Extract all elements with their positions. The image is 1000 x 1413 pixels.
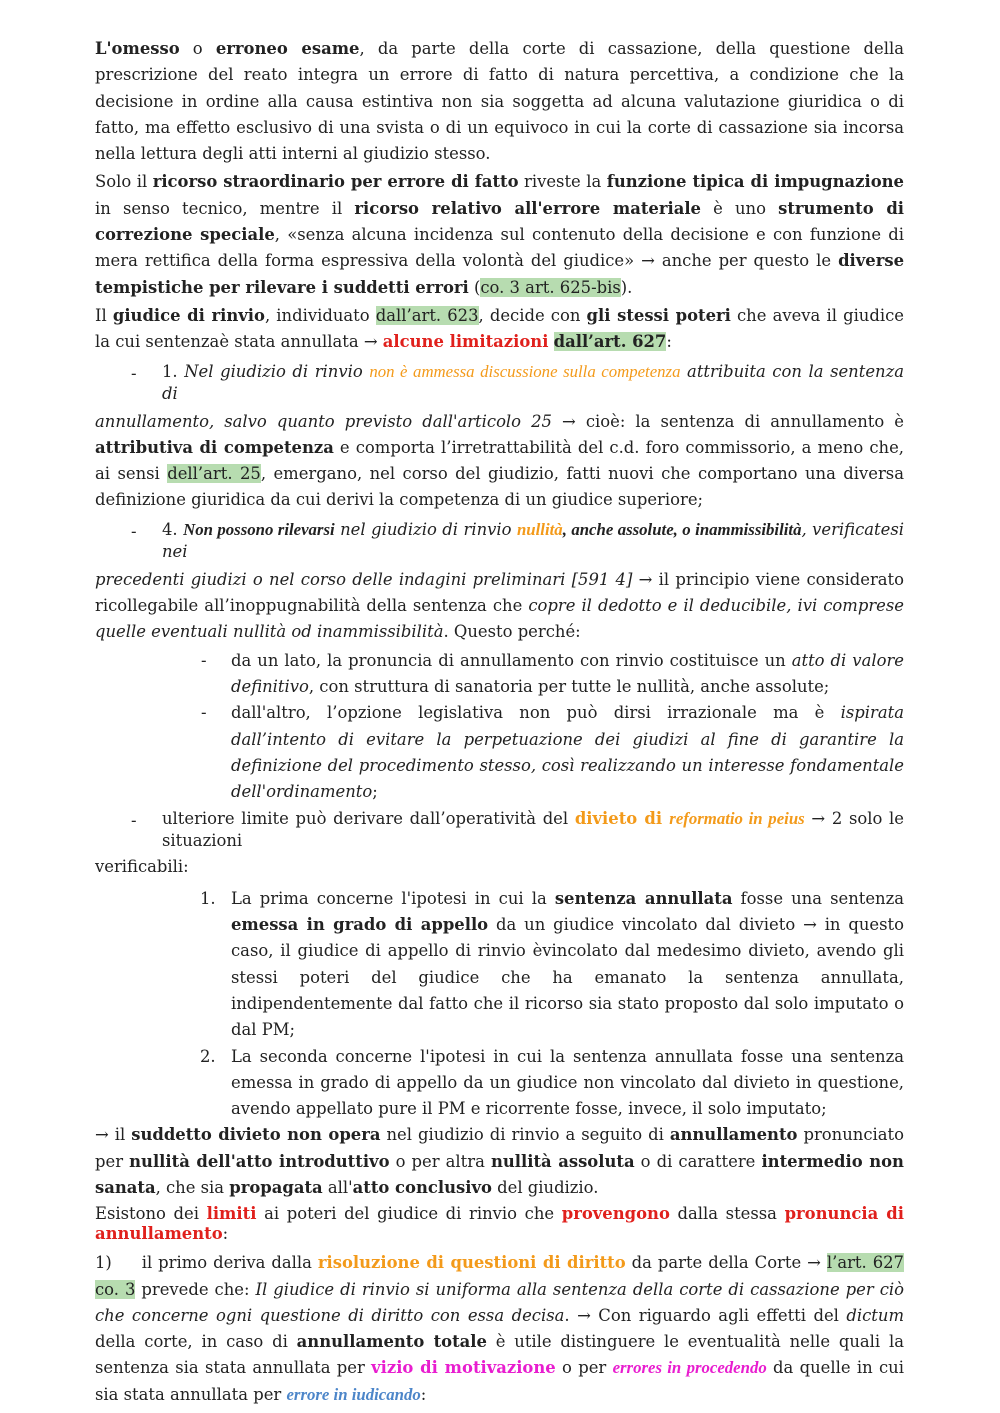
highlight-art-623: dall’art. 623 (375, 305, 479, 325)
highlight-art-627: dall’art. 627 (553, 332, 667, 352)
paragraph-questioni-diritto: 1) il primo deriva dalla risoluzione di questioni di diritto da parte della Corte → l’art. 627 co. 3 prevede che: Il giudice di rinvio si uniforma alla sentenza della corte di cassazione per ciò che concerne ogni questione di diritto con essa decisa. → Con riguardo agli effetti del dictum della corte, in caso di annullamento totale è utile distinguere le eventualità nelle quali la sentenza sia stata annullata per vizio di motivazione o per errores in procedendo da quelle in cui sia stata annullata per errore in iudicando: (95, 1253, 904, 1404)
highlight-art-627-co-3: l’art. 627 co. 3 (95, 1253, 904, 1299)
sub-item-da-un-lato: - da un lato, la pronuncia di annullamento con rinvio costituisce un atto di valore definitivo, con struttura di sanatoria per tutte le nullità, anche assolute; (201, 650, 904, 696)
paragraph-giudice-rinvio: Il giudice di rinvio, individuato dall’art. 623, decide con gli stessi poteri che aveva il giudice la cui sentenzaè stata annullata → alcune limitazioni dall’art. 627: (95, 305, 904, 352)
bullet-competenza: - 1. Nel giudizio di rinvio non è ammessa discussione sulla competenza attribuita con la sentenza di (131, 361, 904, 403)
paragraph-divieto-non-opera: → il suddetto divieto non opera nel giudizio di rinvio a seguito di annullamento pronunciato per nullità dell'atto introduttivo o per altra nullità assoluta o di carattere intermedio non sanata, che sia propagata all'atto conclusivo del giudizio. (95, 1125, 904, 1197)
bullet-nullita: - 4. Non possono rilevarsi nel giudizio di rinvio nullità, anche assolute, o inammissibilità, verificatesi nei (131, 519, 904, 561)
numbered-item-2: 2. La seconda concerne l'ipotesi in cui la sentenza annullata fosse una sentenza emessa in grado di appello da un giudice non vincolato dal divieto in questione, avendo appellato pure il PM e ricorrente fosse, invece, il solo imputato; (200, 1046, 904, 1119)
paragraph-inoppugnabilita: precedenti giudizi o nel corso delle indagini preliminari [591 4] → il principio viene considerato ricollegabile all’inoppugnabilità della sentenza che copre il dedotto e il deducibile, ivi comprese quelle eventuali nullità od inammissibilità. Questo perché: (95, 569, 905, 642)
bullet-reformatio: - ulteriore limite può derivare dall’operatività del divieto di reformatio in peius → 2 solo le situazioni (131, 809, 904, 851)
paragraph-annullamento-competenza: annullamento, salvo quanto previsto dall'articolo 25 → cioè: la sentenza di annullamento è attributiva di competenza e comporta l’irretrattabilità del c.d. foro commissorio, a meno che, ai sensi dell’art. 25, emergano, nel corso del giudizio, fatti nuovi che comportano una diversa definizione giuridica da cui derivi la competenza di un giudice superiore; (95, 411, 904, 510)
paragraph-omesso-esame: L'omesso o erroneo esame, da parte della corte di cassazione, della questione della prescrizione del reato integra un errore di fatto di natura percettiva, a condizione che la decisione in ordine alla causa estintiva non sia soggetta ad alcuna valutazione giuridica o di fatto, ma effetto esclusivo di una svista o di un equivoco in cui la corte di cassazione sia incorsa nella lettura degli atti interni al giudizio stesso. (95, 39, 904, 164)
paragraph-verificabili: verificabili: (95, 857, 189, 877)
document-page (95, 36, 904, 1408)
highlight-art-25: dell’art. 25 (167, 464, 261, 484)
numbered-item-1: 1. La prima concerne l'ipotesi in cui la sentenza annullata fosse una sentenza emessa in grado di appello da un giudice vincolato dal divieto → in questo caso, il giudice di appello di rinvio èvincolato dal medesimo divieto, avendo gli stessi poteri del giudice che ha emanato la sentenza annullata, indipendentemente dal fatto che il ricorso sia stato proposto dal solo imputato o dal PM; (200, 888, 904, 1040)
paragraph-limiti: Esistono dei limiti ai poteri del giudice di rinvio che provengono dalla stessa pronuncia di annullamento: (95, 1204, 904, 1244)
highlight-art-625-bis: co. 3 art. 625-bis (480, 277, 621, 297)
paragraph-ricorso-straordinario: Solo il ricorso straordinario per errore di fatto riveste la funzione tipica di impugnazione in senso tecnico, mentre il ricorso relativo all'errore materiale è uno strumento di correzione speciale, «senza alcuna incidenza sul contenuto della decisione e con funzione di mera rettifica della forma espressiva della volontà del giudice» → anche per questo le diverse tempistiche per rilevare i suddetti errori (co. 3 art. 625-bis). (95, 172, 905, 297)
term-omesso: L'omesso (95, 39, 180, 58)
term-erroneo-esame: erroneo esame (215, 39, 360, 58)
sub-item-dall-altro: - dall'altro, l’opzione legislativa non può dirsi irrazionale ma è ispirata dall’intento di evitare la perpetuazione dei giudizi al fine di garantire la definizione del procedimento stesso, così realizzando un interesse fondamentale dell'ordinamento; (201, 703, 904, 802)
